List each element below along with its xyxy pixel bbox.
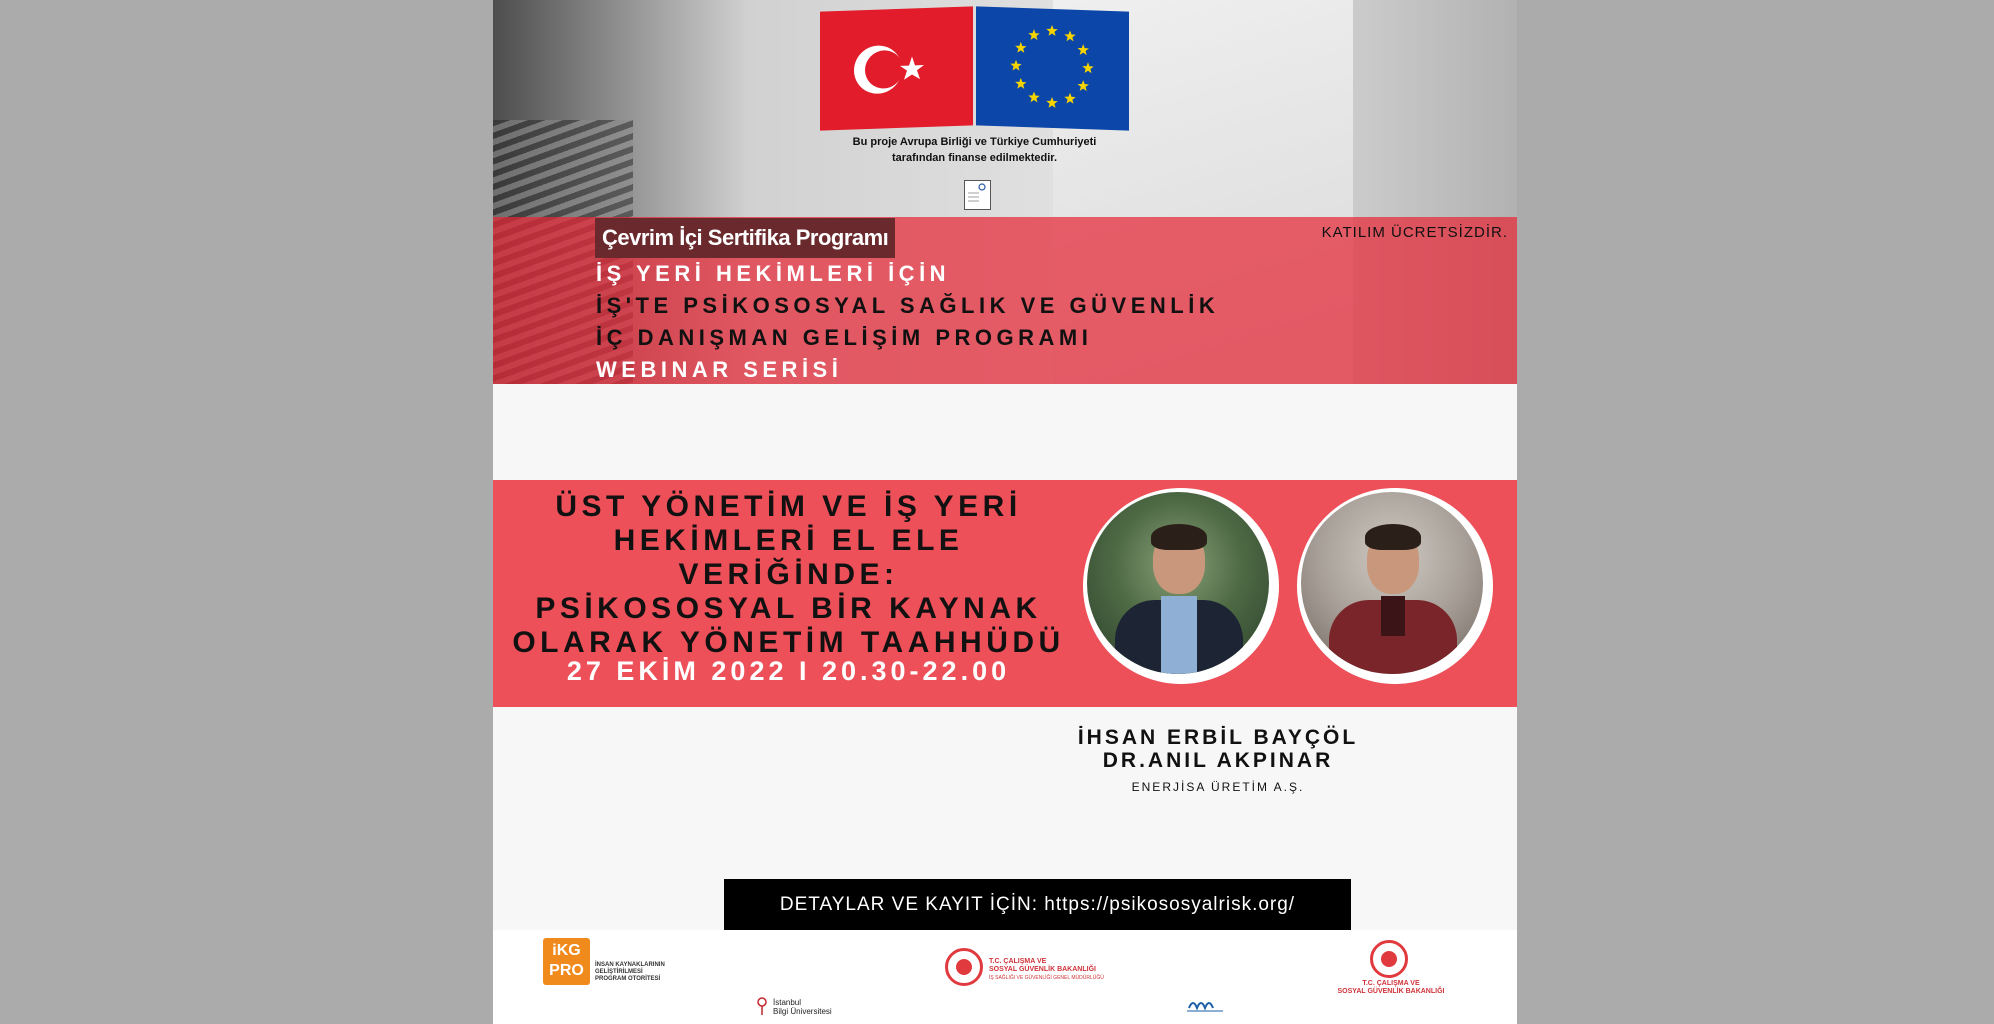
ikg-pro-logo: iKG PRO (543, 938, 590, 985)
talk-title (501, 490, 1076, 660)
ikg-pro-text (595, 962, 665, 983)
ministry1-line-3: İŞ SAĞLIĞI VE GÜVENLİĞİ GENEL MÜDÜRLÜĞÜ (989, 975, 1104, 981)
eu-star-icon (1078, 44, 1089, 55)
speaker-name-1: İHSAN ERBİL BAYÇÖL (1077, 726, 1359, 749)
ikg-text-line-3: PROGRAM OTORİTESİ (595, 976, 661, 982)
funding-line-1: Bu proje Avrupa Birliği ve Türkiye Cumhuriyeti (852, 136, 1097, 148)
talk-title-line-1: ÜST YÖNETİM VE İŞ YERİ (555, 490, 1022, 523)
ikg-text-line-1: İNSAN KAYNAKLARININ (595, 962, 665, 968)
bilgi-text-line-1: İstanbul (773, 998, 802, 1007)
eu-star-icon (1015, 42, 1026, 53)
ministry-seal-icon (1370, 940, 1408, 978)
heading-line-3: İÇ DANIŞMAN GELİŞİM PROGRAMI (596, 325, 1093, 350)
ministry-logo-1 (989, 958, 1104, 982)
talk-title-line-3: PSİKOSOSYAL BİR KAYNAK (535, 592, 1042, 625)
ikg-text-line-2: GELİŞTİRİLMESİ (595, 969, 643, 975)
funding-line-2: tarafından finanse edilmektedir. (891, 152, 1058, 164)
free-participation-note: KATILIM ÜCRETSİZDİR. (1321, 224, 1508, 241)
bilgi-university-icon (757, 996, 767, 1016)
eu-star-icon (1078, 80, 1089, 91)
eu-star-icon (1028, 91, 1039, 102)
heading-line-4: WEBINAR SERİSİ (596, 357, 843, 382)
talk-title-line-2: HEKİMLERİ EL ELE VERİĞİNDE: (613, 524, 964, 591)
turkey-flag-icon (820, 6, 973, 130)
speaker-company: ENERJİSA ÜRETİM A.Ş. (1131, 780, 1305, 794)
project-logo-icon (964, 180, 991, 210)
speaker-name-2: DR.ANIL AKPINAR (1102, 749, 1334, 772)
eu-star-icon (1015, 78, 1026, 89)
eu-star-icon (1064, 30, 1075, 41)
event-poster (493, 0, 1517, 1024)
ministry1-line-1: T.C. ÇALIŞMA VE (989, 958, 1047, 965)
bilgi-university-logo (773, 998, 832, 1016)
eu-star-icon (1046, 25, 1057, 36)
ministry-logo-2 (1321, 980, 1461, 996)
eu-flag-icon (976, 6, 1129, 130)
program-heading (596, 258, 1219, 386)
speaker-photo-1 (1083, 488, 1279, 684)
eu-star-icon (1082, 62, 1093, 73)
ministry2-line-2: SOSYAL GÜVENLİK BAKANLIĞI (1337, 988, 1445, 995)
heading-line-2: İŞ'TE PSİKOSOSYAL SAĞLIK VE GÜVENLİK (596, 293, 1220, 318)
eu-star-icon (1028, 29, 1039, 40)
funding-statement (820, 134, 1129, 166)
eu-star-icon (1046, 97, 1057, 108)
talk-title-line-4: OLARAK YÖNETİM TAAHHÜDÜ (512, 626, 1065, 659)
heading-line-1: İŞ YERİ HEKİMLERİ İÇİN (596, 261, 951, 286)
eu-star-icon (1064, 93, 1075, 104)
bilgi-text-line-2: Bilgi Üniversitesi (773, 1007, 832, 1016)
talk-date: 27 EKİM 2022 I 20.30-22.00 (566, 656, 1011, 686)
partner-logo-icon (1185, 994, 1225, 1016)
speaker-info (1053, 726, 1383, 794)
ministry-seal-icon (945, 948, 983, 986)
registration-link[interactable]: DETAYLAR VE KAYIT İÇİN: https://psikososyalrisk.org/ (724, 879, 1351, 930)
speaker-photo-2 (1297, 488, 1493, 684)
ministry2-line-1: T.C. ÇALIŞMA VE (1362, 980, 1420, 987)
eu-star-icon (1010, 60, 1021, 71)
program-tag: Çevrim İçi Sertifika Programı (595, 218, 895, 258)
ministry1-line-2: SOSYAL GÜVENLİK BAKANLIĞI (989, 966, 1096, 973)
